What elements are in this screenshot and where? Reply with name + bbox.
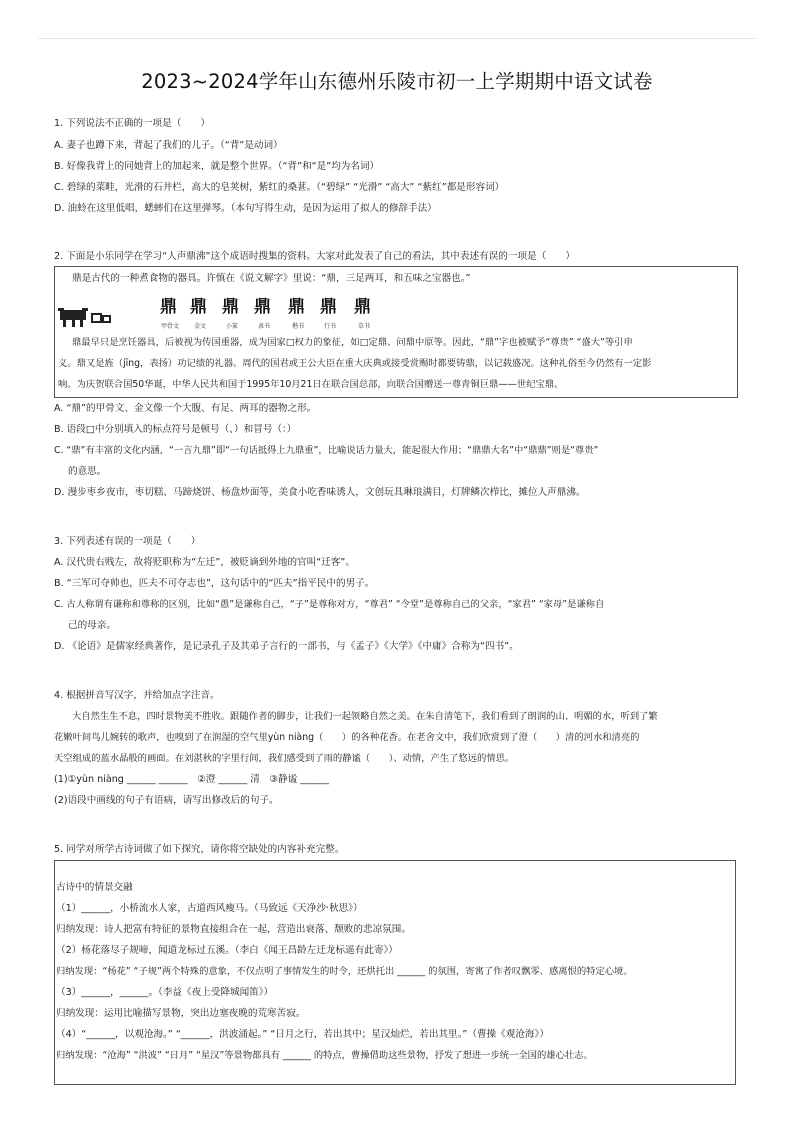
q5-item: （1）______，小桥流水人家，古道西风瘦马。（马致远《天净沙·秋思》） [56,903,363,914]
q1-option-b: B. 好像我背上的同她背上的加起来，就是整个世界。（“背”和“是”均为名词） [54,161,380,172]
q4-passage: 天空组成的蓝水晶般的画面。在刘湛秋的字里行间，我们感受到了雨的静谧（ ）、动情，产生了悠远的情思。 [54,753,515,764]
q4-stem: 4. 根据拼音写汉字，并给加点字注音。 [54,690,220,701]
glyph-clerical: 鼎 [254,297,271,317]
q2-option-d: D. 漫步枣乡夜市，枣切糕、马蹄烧饼、杨盘炒面等，美食小吃香味诱人，文创玩具琳琅满目，灯牌鳞次栉比，摊位人声鼎沸。 [54,487,586,498]
q1-stem: 1. 下列说法不正确的一项是（ ） [54,118,211,129]
q2-option-c: C. “鼎”有丰富的文化内涵，“一言九鼎”即“一句话抵得上九鼎重”，比喻说话力量大，能起很大作用；“鼎鼎大名”中“鼎鼎”则是“尊贵” [54,445,599,456]
q5-stem: 5. 同学对所学古诗词做了如下探究，请你将空缺处的内容补充完整。 [54,844,345,855]
page-title: 2023~2024学年山东德州乐陵市初一上学期期中语文试卷 [141,70,653,93]
glyph-oracle: 鼎 [160,297,177,317]
glyph-label: 草书 [358,323,371,330]
q1-option-c: C. 碧绿的菜畦，光滑的石井栏，高大的皂荚树，紫红的桑葚。（“碧绿” “光滑” “高大” “紫红”都是形容词） [54,182,505,193]
q3-option-a: A. 汉代贵右贱左，故将贬职称为“左迁”，被贬谪到外地的官叫“迁客”。 [54,557,355,568]
glyph-cursive: 鼎 [354,297,371,317]
q2-box-para: 鼎最早只是烹饪器具，后被视为传国重器，成为国家□权力的象征，如□定鼎、问鼎中原等。因此，“鼎”字也被赋予“尊贵” “盛大”等引申 [72,337,633,348]
glyph-label: 楷书 [292,323,305,330]
glyph-label: 甲骨文 [161,323,180,330]
q2-box-para: 义。鼎又是旌（jīng，表扬）功记绩的礼器。周代的国君或王公大臣在重大庆典或接受赏赐时都要铸鼎，以记载盛况。这种礼俗至今仍然有一定影 [58,358,652,369]
glyph-label: 金文 [194,323,207,330]
q2-stem: 2. 下面是小乐同学在学习“人声鼎沸”这个成语时搜集的资料。大家对此发表了自己的看法，其中表述有误的一项是（ ） [54,251,576,262]
q4-passage: 花嫩叶间鸟儿婉转的歌声，也嗅到了在润湿的空气里yùn niàng（ ）的各种花香。在老舍文中，我们欣赏到了澄（ ）清的河水和清亮的 [54,732,640,743]
q1-option-d: D. 油蛉在这里低唱，蟋蟀们在这里弹琴。（本句写得生动，是因为运用了拟人的修辞手法） [54,203,437,214]
q1-option-a: A. 妻子也蹲下来，背起了我们的儿子。（“背”是动词） [54,140,283,151]
q3-option-d: D. 《论语》是儒家经典著作，是记录孔子及其弟子言行的一部书，与《孟子》《大学》《中庸》合称为“四书”。 [54,641,519,652]
q5-item: 归纳发现：诗人把富有特征的景物直接组合在一起，营造出衰落、颓败的悲凉氛围。 [56,924,411,935]
glyph-regular: 鼎 [288,297,305,317]
q2-option-c-cont: 的意思。 [68,466,107,477]
q5-item: 归纳发现：运用比喻描写景物，突出边塞夜晚的荒寒苦寂。 [56,1008,306,1019]
glyph-bronze: 鼎 [190,297,207,317]
q3-option-b: B. “三军可夺帅也，匹夫不可夺志也”，这句话中的“匹夫”指平民中的男子。 [54,578,375,589]
q3-option-c-cont: 己的母亲。 [68,620,116,631]
ding-pictograph [58,306,112,328]
q5-item: 归纳发现：“沧海” “洪波” “日月” “星汉”等景物都具有 ______ 的特点，曹操借助这些景物，抒发了想进一步统一全国的雄心壮志。 [56,1050,593,1061]
q3-stem: 3. 下列表述有误的一项是（ ） [54,536,201,547]
q2-box-para: 响。为庆贺联合国50华诞，中华人民共和国于1995年10月21日在联合国总部，向联合国赠送一尊青铜巨鼎——世纪宝鼎。 [58,379,564,390]
q4-sub1: (1)①yùn niàng ______ ______ ②澄 ______ 清 ③静谧 ______ [54,774,330,785]
q3-option-c: C. 古人称谓有谦称和尊称的区别，比如“愚”是谦称自己，“子”是尊称对方，“尊君” “令堂”是尊称自己的父亲，“家君” “家母”是谦称自 [54,599,605,610]
q5-item: 归纳发现：“杨花” “子规”两个特殊的意象，不仅点明了事情发生的时令，还烘托出 ______ 的氛围，寄寓了作者叹飘零、感离恨的特定心境。 [56,966,633,977]
q2-option-b: B. 语段□中分别填入的标点符号是顿号（、）和冒号（：） [54,424,297,435]
glyph-label: 行书 [324,323,337,330]
q4-passage: 大自然生生不息，四时景物美不胜收。跟随作者的脚步，让我们一起领略自然之美。在朱自清笔下，我们看到了朗润的山、明媚的水，听到了繁 [72,711,658,722]
glyph-seal: 鼎 [222,297,239,317]
q5-item: （4）“______，以观沧海。” “______，洪波涌起。” “日月之行，若出其中；星汉灿烂，若出其里。”（曹操《观沧海》） [56,1029,549,1040]
q5-item: （2）杨花落尽子规啼，闻道龙标过五溪。（李白《闻王昌龄左迁龙标遥有此寄》） [56,945,398,956]
q4-sub2: (2)语段中画线的句子有语病，请写出修改后的句子。 [54,795,279,806]
q2-box-intro: 鼎是古代的一种煮食物的器具。许慎在《说文解字》里说：“鼎，三足两耳，和五味之宝器也。” [72,273,471,284]
glyph-label: 小篆 [226,323,239,330]
q5-item: （3）______，______。（李益《夜上受降城闻笛》） [56,987,274,998]
q2-option-a: A. “鼎”的甲骨文、金文像一个大腹、有足、两耳的器物之形。 [54,403,317,414]
header-rule [38,38,756,39]
q5-heading: 古诗中的情景交融 [56,882,133,893]
glyph-running: 鼎 [320,297,337,317]
glyph-label: 隶书 [258,323,271,330]
